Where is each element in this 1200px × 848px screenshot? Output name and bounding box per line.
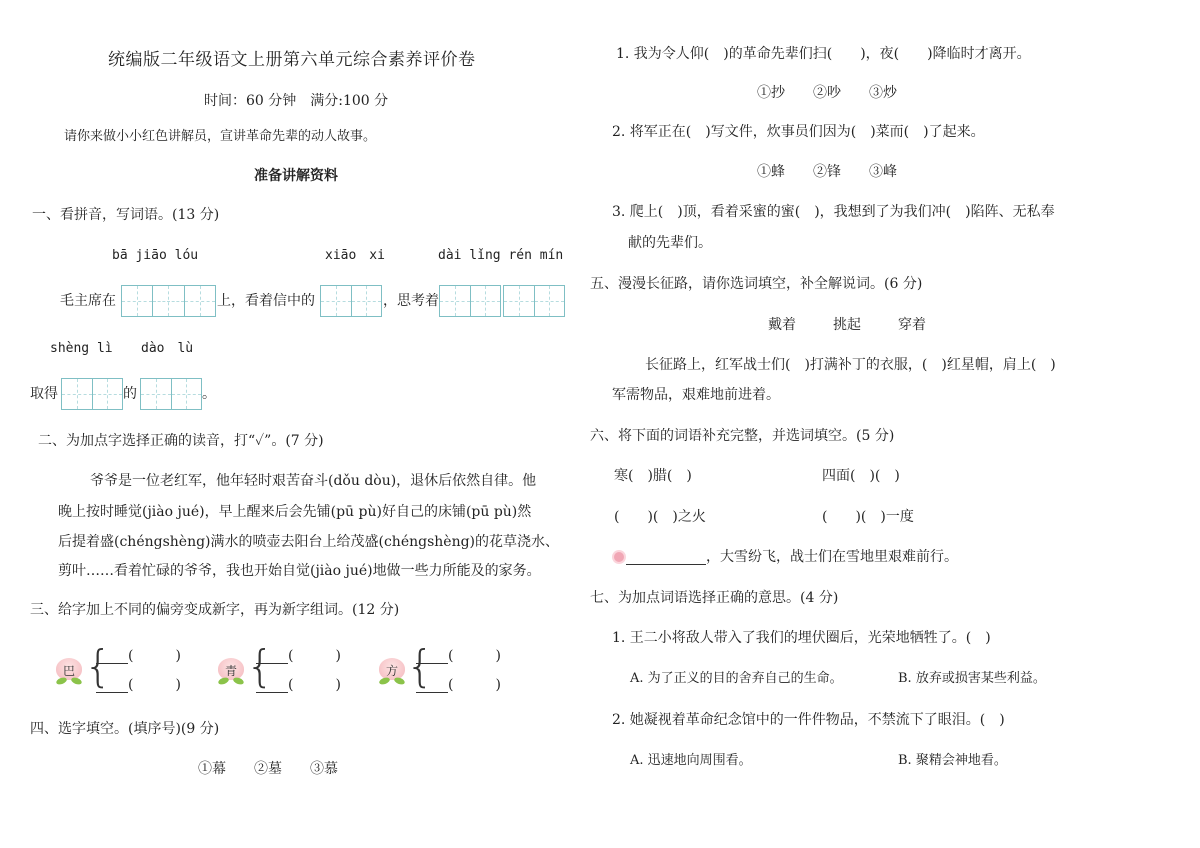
q3-blank-3b[interactable]: ( ) bbox=[416, 678, 501, 693]
q5-heading: 五、漫漫长征路，请你选词填空，补全解说词。(6 分) bbox=[590, 276, 923, 292]
q1-text-d: 取得 bbox=[30, 386, 58, 402]
q1-answer-grid-1[interactable] bbox=[121, 285, 216, 317]
q1-pinyin-1: bā jiāo lóu bbox=[112, 248, 199, 263]
q7-item-2-option-b[interactable]: B. 聚精会神地看。 bbox=[898, 753, 1007, 768]
q3-blank-2a[interactable]: ( ) bbox=[256, 649, 341, 664]
q3-char-1: 巴 bbox=[62, 664, 75, 678]
q1-text-a: 毛主席在 bbox=[60, 293, 116, 309]
section-title: 准备讲解资料 bbox=[254, 168, 338, 184]
q3-char-2: 青 bbox=[224, 664, 237, 678]
q5-line-1: 长征路上，红军战士们( )打满补丁的衣服，( )红星帽，肩上( ) bbox=[645, 357, 1056, 373]
q1-answer-grid-4[interactable] bbox=[503, 285, 565, 317]
q6-word-1: 寒( )腊( ) bbox=[614, 468, 692, 484]
q7-item-1: 1. 王二小将敌人带入了我们的埋伏圈后，光荣地牺牲了。( ) bbox=[612, 630, 991, 646]
q1-text-b: 上，看着信中的 bbox=[217, 293, 315, 309]
q7-item-1-option-a[interactable]: A. 为了正义的目的舍弃自己的生命。 bbox=[630, 671, 843, 686]
q1-pinyin-3: dài lǐng rén mín bbox=[438, 248, 564, 263]
q1-pinyin-4: shèng lì bbox=[50, 341, 113, 356]
q3-peach-icon-1 bbox=[54, 656, 84, 682]
q1-pinyin-2: xiāo xi bbox=[325, 248, 385, 263]
q3-peach-icon-2 bbox=[216, 656, 246, 682]
q5-word-2: 挑起 bbox=[833, 317, 861, 333]
flower-icon bbox=[614, 552, 624, 562]
q4-options-3: ①蜂 ②锋 ③峰 bbox=[757, 164, 897, 180]
page-title: 统编版二年级语文上册第六单元综合素养评价卷 bbox=[108, 50, 476, 70]
q4-heading: 四、选字填空。(填序号)(9 分) bbox=[30, 721, 220, 737]
q6-word-4: ( )( )一度 bbox=[822, 509, 914, 525]
q4-item-1: 1. 我为令人仰( )的革命先辈们扫( )，夜( )降临时才离开。 bbox=[616, 46, 1031, 62]
q7-item-1-option-b[interactable]: B. 放弃或损害某些利益。 bbox=[898, 671, 1046, 686]
q1-answer-grid-2[interactable] bbox=[320, 285, 382, 317]
time-info: 时间：60 分钟 满分:100 分 bbox=[204, 93, 389, 109]
q6-word-3: ( )( )之火 bbox=[614, 509, 706, 525]
q1-text-e: 的 bbox=[123, 386, 137, 402]
q7-heading: 七、为加点词语选择正确的意思。(4 分) bbox=[590, 590, 839, 606]
q4-item-2: 2. 将军正在( )写文件，炊事员们因为( )菜而( )了起来。 bbox=[612, 124, 985, 140]
q3-brace-3: { bbox=[406, 641, 434, 692]
q2-line-2: 晚上按时睡觉(jiào jué)，早上醒来后会先铺(pū pù)好自己的床铺(pū pù)然 bbox=[58, 504, 532, 520]
q2-line-4: 剪叶……看着忙碌的爷爷，我也开始自觉(jiào jué)地做一些力所能及的家务。 bbox=[58, 563, 541, 579]
q1-heading: 一、看拼音，写词语。(13 分) bbox=[32, 207, 220, 223]
q5-word-3: 穿着 bbox=[898, 317, 926, 333]
q6-word-2: 四面( )( ) bbox=[822, 468, 900, 484]
q4-options-1: ①幕 ②墓 ③慕 bbox=[198, 761, 338, 777]
q7-item-2: 2. 她凝视着革命纪念馆中的一件件物品，不禁流下了眼泪。( ) bbox=[612, 712, 1005, 728]
q4-options-2: ①抄 ②吵 ③炒 bbox=[757, 85, 897, 101]
q3-blank-3a[interactable]: ( ) bbox=[416, 649, 501, 664]
q7-item-2-option-a[interactable]: A. 迅速地向周围看。 bbox=[630, 753, 752, 768]
q2-line-3: 后提着盛(chéngshèng)满水的喷壶去阳台上给茂盛(chéngshèng)的花草浇水、 bbox=[58, 534, 560, 550]
intro-text: 请你来做小小红色讲解员，宣讲革命先辈的动人故事。 bbox=[64, 129, 377, 144]
q1-answer-grid-3[interactable] bbox=[439, 285, 501, 317]
q5-line-2: 军需物品，艰难地前进着。 bbox=[612, 387, 780, 403]
q3-brace-1: { bbox=[84, 641, 112, 692]
q6-sentence[interactable]: ，大雪纷飞，战士们在雪地里艰难前行。 bbox=[626, 550, 958, 565]
q2-line-1: 爷爷是一位老红军，他年轻时艰苦奋斗(dǒu dòu)，退休后依然自律。他 bbox=[90, 473, 537, 489]
q3-heading: 三、给字加上不同的偏旁变成新字，再为新字组词。(12 分) bbox=[30, 602, 400, 618]
q4-item-3a: 3. 爬上( )顶，看着采蜜的蜜( )，我想到了为我们冲( )陷阵、无私奉 bbox=[612, 204, 1055, 220]
q3-peach-icon-3 bbox=[377, 656, 407, 682]
q1-answer-grid-5[interactable] bbox=[61, 378, 123, 410]
q1-text-c: ，思考着 bbox=[383, 293, 439, 309]
q3-blank-1b[interactable]: ( ) bbox=[96, 678, 181, 693]
q3-char-3: 方 bbox=[385, 664, 398, 678]
q3-brace-2: { bbox=[246, 641, 274, 692]
q1-pinyin-5: dào lù bbox=[141, 341, 194, 356]
q3-blank-2b[interactable]: ( ) bbox=[256, 678, 341, 693]
q1-answer-grid-6[interactable] bbox=[140, 378, 202, 410]
q5-word-1: 戴着 bbox=[768, 317, 796, 333]
q2-heading: 二、为加点字选择正确的读音，打“✓”。(7 分) bbox=[38, 433, 324, 449]
q3-blank-1a[interactable]: ( ) bbox=[96, 649, 181, 664]
q6-heading: 六、将下面的词语补充完整，并选词填空。(5 分) bbox=[590, 428, 895, 444]
q1-text-f: 。 bbox=[202, 386, 216, 402]
q4-item-3b: 献的先辈们。 bbox=[628, 235, 712, 251]
